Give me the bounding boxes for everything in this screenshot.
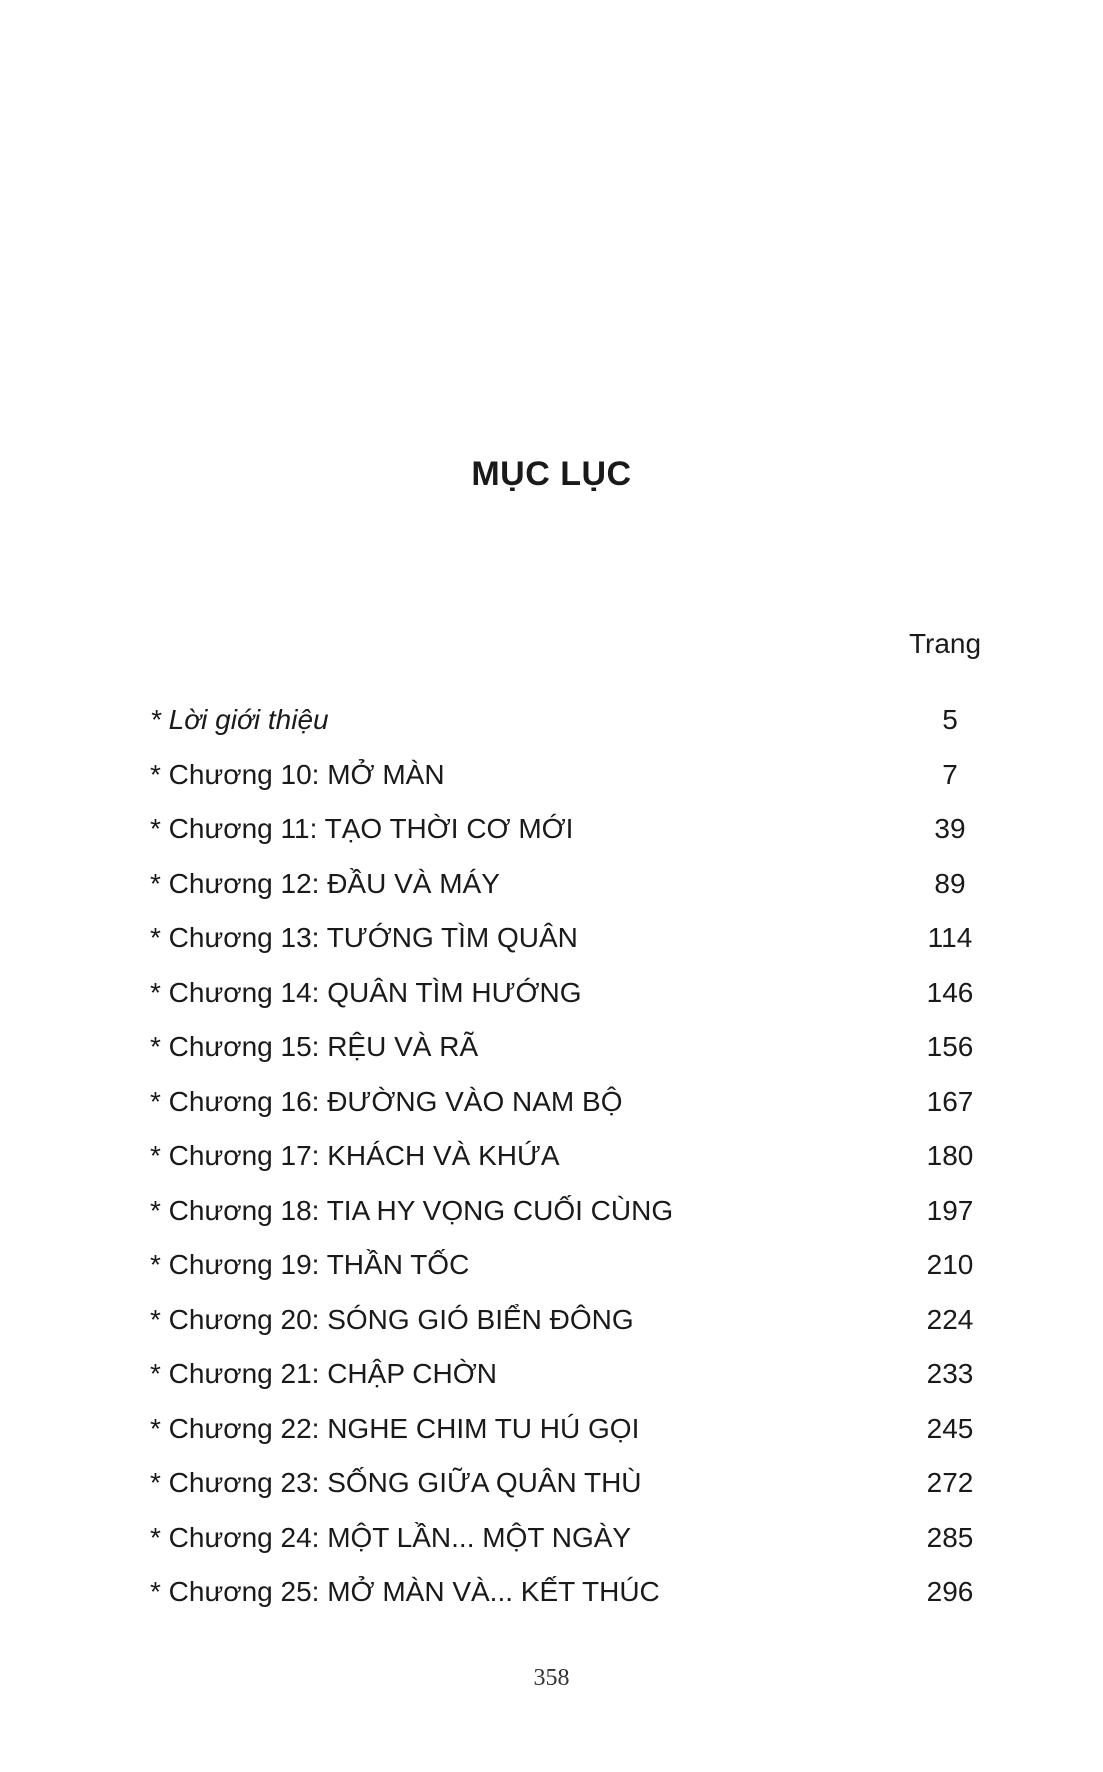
toc-entry-page: 224 xyxy=(926,1303,974,1335)
toc-entry-page: 7 xyxy=(942,758,958,790)
toc-entry xyxy=(150,748,980,803)
toc-entry-title: * Chương 23: SỐNG GIỮA QUÂN THÙ xyxy=(150,1467,642,1498)
toc-entry-title: * Chương 22: NGHE CHIM TU HÚ GỌI xyxy=(150,1412,640,1444)
toc-entry xyxy=(150,966,980,1021)
toc-entry xyxy=(150,1184,980,1239)
toc-entry xyxy=(150,802,980,857)
toc-entry xyxy=(150,1129,980,1184)
toc-entry-page: 210 xyxy=(926,1249,974,1280)
toc-entry-page: 272 xyxy=(926,1467,974,1498)
toc-entry xyxy=(150,857,980,912)
toc-entry-title: * Chương 24: MỘT LẦN... MỘT NGÀY xyxy=(150,1521,632,1553)
toc-entry-title: * Chương 20: SÓNG GIÓ BIỂN ĐÔNG xyxy=(150,1303,634,1335)
toc-entry xyxy=(150,1293,980,1348)
toc-entry-page: 233 xyxy=(926,1358,974,1389)
toc-entry-title: * Chương 21: CHẬP CHỜN xyxy=(150,1358,497,1389)
toc-entry-title: * Chương 11: TẠO THỜI CƠ MỚI xyxy=(150,813,574,844)
toc-entry-page: 180 xyxy=(926,1140,974,1171)
toc-entry xyxy=(150,911,980,966)
table-of-contents xyxy=(150,693,980,1620)
toc-entry xyxy=(150,1511,980,1566)
page-number: 358 xyxy=(533,1665,570,1691)
toc-entry-page: 296 xyxy=(926,1576,974,1607)
toc-entry-page: 89 xyxy=(934,867,966,899)
toc-entry-title: * Chương 10: MỞ MÀN xyxy=(150,758,445,790)
toc-entry xyxy=(150,1075,980,1130)
toc-entry-page: 167 xyxy=(926,1085,974,1117)
page-title: MỤC LỤC xyxy=(471,455,632,493)
toc-entry-title: * Chương 18: TIA HY VỌNG CUỐI CÙNG xyxy=(150,1194,674,1226)
toc-entry-page: 285 xyxy=(926,1521,974,1553)
toc-entry xyxy=(150,1347,980,1402)
toc-entry-page: 5 xyxy=(942,704,958,735)
toc-entry xyxy=(150,1020,980,1075)
toc-entry-title: * Chương 15: RỆU VÀ RÃ xyxy=(150,1031,479,1062)
toc-entry xyxy=(150,1565,980,1620)
page-column-header: Trang xyxy=(908,628,982,659)
toc-entry-title: * Chương 14: QUÂN TÌM HƯỚNG xyxy=(150,976,582,1008)
toc-entry xyxy=(150,1238,980,1293)
toc-entry-title: * Chương 17: KHÁCH VÀ KHỨA xyxy=(150,1140,560,1171)
toc-entry-page: 197 xyxy=(926,1194,974,1226)
toc-entry xyxy=(150,1402,980,1457)
toc-entry-page: 146 xyxy=(926,976,974,1008)
toc-entry-page: 156 xyxy=(926,1031,974,1062)
toc-entry-page: 39 xyxy=(934,813,966,844)
toc-entry-title: * Chương 12: ĐẦU VÀ MÁY xyxy=(150,867,500,899)
toc-entry xyxy=(150,1456,980,1511)
toc-entry-page: 114 xyxy=(927,922,973,953)
toc-entry xyxy=(150,693,980,748)
toc-entry-title: * Lời giới thiệu xyxy=(150,704,329,735)
toc-entry-page: 245 xyxy=(926,1412,974,1444)
toc-entry-title: * Chương 19: THẦN TỐC xyxy=(150,1249,470,1280)
toc-entry-title: * Chương 16: ĐƯỜNG VÀO NAM BỘ xyxy=(150,1085,623,1117)
toc-entry-title: * Chương 13: TƯỚNG TÌM QUÂN xyxy=(150,922,578,953)
toc-entry-title: * Chương 25: MỞ MÀN VÀ... KẾT THÚC xyxy=(150,1576,660,1607)
